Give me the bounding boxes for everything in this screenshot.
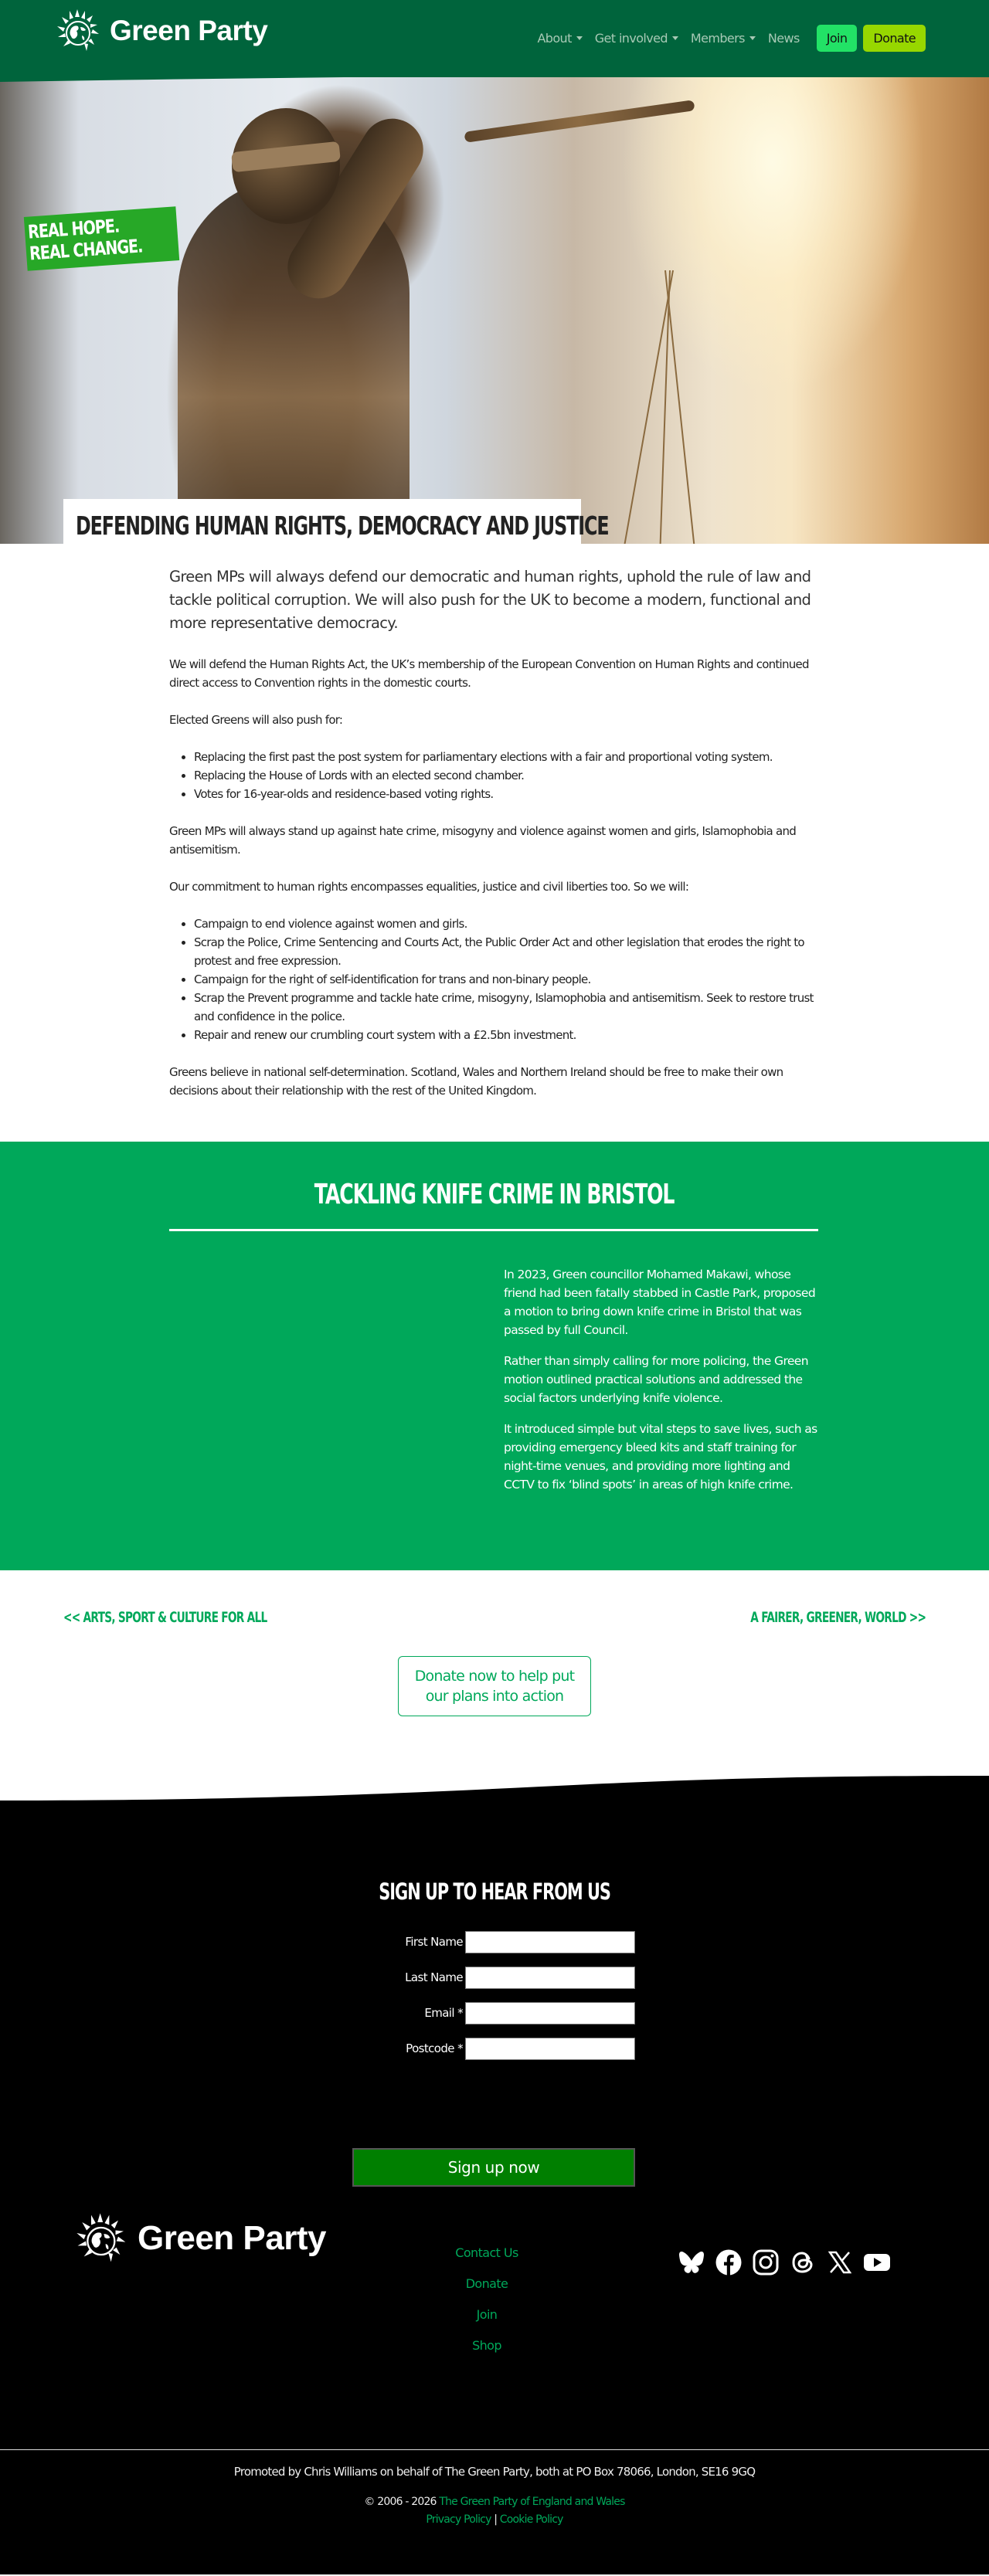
cookie-policy-link[interactable]: Cookie Policy <box>499 2513 563 2526</box>
email-row <box>340 2001 649 2024</box>
main-nav <box>531 25 926 52</box>
footer-links <box>433 2245 541 2369</box>
policy-pager <box>0 1570 989 1787</box>
case-study-paragraph: In 2023, Green councillor Mohamed Makawi, whose friend had been fatally stabbed in Castle Park, proposed a motion to bring down knife crime in Bristol that was passed by full Council. <box>504 1268 816 1337</box>
green-party-logo-icon <box>54 8 104 54</box>
hero-scale-chain <box>664 270 700 544</box>
postcode-input[interactable] <box>465 2038 635 2060</box>
footer-link-contact[interactable]: Contact Us <box>455 2245 518 2260</box>
footer-brand-name: Green Party <box>138 2219 326 2257</box>
last-name-input[interactable] <box>465 1967 635 1989</box>
hero-scale-beam <box>464 100 695 143</box>
list-item: • Replacing the first past the post system for parliamentary elections with a fair and proportional voting system. <box>194 748 818 766</box>
caret-down-icon <box>672 36 678 40</box>
green-party-logo-icon <box>73 2211 131 2265</box>
tagline-line-2: REAL CHANGE. <box>29 235 144 265</box>
case-study-text <box>504 1265 821 1506</box>
case-study-paragraph: Rather than simply calling for more policing, the Green motion outlined practical solutions and addressed the social factors underlying knife violence. <box>504 1354 808 1405</box>
policy-list-rights <box>194 915 818 1044</box>
hero-title-box <box>63 499 609 544</box>
list-item: • Scrap the Prevent programme and tackle hate crime, misogyny, Islamophobia and antisemitism. Seek to restore trust and confidence in the police. <box>194 989 818 1026</box>
nav-news[interactable] <box>762 25 806 52</box>
case-study-title-text: TACKLING KNIFE CRIME IN BRISTOL <box>314 1179 675 1210</box>
policy-separator: | <box>494 2513 498 2526</box>
case-study-title <box>0 1179 989 1210</box>
case-study-section <box>0 1142 989 1570</box>
hero-tagline-badge <box>24 206 179 271</box>
signup-submit-button[interactable]: Sign up now <box>352 2148 635 2187</box>
copyright-org-link[interactable]: The Green Party of England and Wales <box>439 2496 625 2508</box>
article-paragraph: We will defend the Human Rights Act, the UK’s membership of the European Convention on Human Rights and continued direct access to Convention rights in the domestic courts. <box>169 657 809 690</box>
footer-logo-link[interactable] <box>73 2211 326 2265</box>
footer-divider <box>0 2449 989 2450</box>
footer-link-join[interactable]: Join <box>476 2307 498 2322</box>
nav-get-involved-label: Get involved <box>594 31 668 46</box>
imprint-text: Promoted by Chris Williams on behalf of The Green Party, both at PO Box 78066, London, SE16 9GQ <box>233 2465 756 2479</box>
previous-policy-link[interactable] <box>63 1609 346 1626</box>
threads-icon[interactable] <box>789 2248 817 2276</box>
privacy-policy-link[interactable]: Privacy Policy <box>426 2513 491 2526</box>
youtube-icon[interactable] <box>863 2248 891 2276</box>
article-paragraph: Elected Greens will also push for: <box>169 713 343 727</box>
list-item: • Votes for 16-year-olds and residence-based voting rights. <box>194 785 818 803</box>
email-label: Email * <box>424 2006 463 2020</box>
case-study-paragraph: It introduced simple but vital steps to save lives, such as providing emergency bleed kits and staff training for night-time venues, and providing more lighting and CCTV to fix ‘blind spots’ in areas of high knife crime. <box>504 1422 817 1492</box>
donate-button[interactable]: Donate <box>863 25 926 52</box>
nav-about-label: About <box>537 31 572 46</box>
postcode-row <box>340 2037 649 2060</box>
copyright-years: © 2006 - 2026 <box>364 2496 437 2508</box>
social-links <box>678 2248 891 2276</box>
page-title: DEFENDING HUMAN RIGHTS, DEMOCRACY AND JUSTICE <box>76 511 609 541</box>
site-footer <box>0 1802 989 2574</box>
bluesky-icon[interactable] <box>678 2248 705 2276</box>
previous-policy-label: << ARTS, SPORT & CULTURE FOR ALL <box>63 1609 267 1626</box>
first-name-row <box>340 1930 649 1953</box>
hero-banner <box>0 62 989 544</box>
signup-title-text: SIGN UP TO HEAR FROM US <box>379 1879 610 1905</box>
email-input[interactable] <box>465 2002 635 2024</box>
first-name-input[interactable] <box>465 1931 635 1953</box>
donate-cta-button[interactable]: Donate now to help put our plans into action <box>398 1656 591 1716</box>
list-item: • Replacing the House of Lords with an elected second chamber. <box>194 766 818 785</box>
brand-name: Green Party <box>110 15 268 46</box>
list-item: • Repair and renew our crumbling court system with a £2.5bn investment. <box>194 1026 818 1044</box>
signup-title <box>0 1879 989 1905</box>
next-policy-link[interactable] <box>682 1609 926 1626</box>
nav-news-label: News <box>767 31 800 46</box>
footer-link-shop[interactable]: Shop <box>472 2338 501 2353</box>
case-study-divider <box>169 1229 818 1231</box>
nav-about[interactable] <box>531 25 588 52</box>
copyright <box>0 2496 989 2508</box>
facebook-icon[interactable] <box>715 2248 743 2276</box>
join-button[interactable]: Join <box>817 25 858 52</box>
brand-logo-link[interactable] <box>54 8 267 54</box>
article-paragraph: Green MPs will always stand up against hate crime, misogyny and violence against women and girls, Islamophobia and antisemitism. <box>169 824 796 857</box>
last-name-label: Last Name <box>405 1970 463 1984</box>
list-item: • Scrap the Police, Crime Sentencing and Courts Act, the Public Order Act and other legislation that erodes the right to protest and free expression. <box>194 933 818 970</box>
article-lead: Green MPs will always defend our democratic and human rights, uphold the rule of law and tackle political corruption. We will also push for the UK to become a modern, functional and more representative democracy. <box>169 568 811 632</box>
list-item: • Campaign for the right of self-identification for trans and non-binary people. <box>194 970 818 989</box>
nav-members[interactable] <box>685 25 762 52</box>
list-item: • Campaign to end violence against women and girls. <box>194 915 818 933</box>
policy-list-voting <box>194 748 818 803</box>
postcode-label: Postcode * <box>406 2041 463 2055</box>
tagline-line-1: REAL HOPE. <box>27 215 121 243</box>
x-icon[interactable] <box>826 2248 854 2276</box>
next-policy-label: A FAIRER, GREENER, WORLD >> <box>749 1609 926 1626</box>
instagram-icon[interactable] <box>752 2248 780 2276</box>
caret-down-icon <box>576 36 583 40</box>
article-paragraph: Greens believe in national self-determination. Scotland, Wales and Northern Ireland should be free to make their own decisions about their relationship with the rest of the United Kingdom. <box>169 1065 783 1098</box>
article-body <box>0 544 989 1142</box>
first-name-label: First Name <box>405 1935 463 1949</box>
header-wave-divider <box>0 60 989 83</box>
footer-link-donate[interactable]: Donate <box>465 2276 508 2291</box>
caret-down-icon <box>749 36 756 40</box>
article-paragraph: Our commitment to human rights encompasses equalities, justice and civil liberties too. So we will: <box>169 880 689 894</box>
last-name-row <box>340 1966 649 1989</box>
nav-members-label: Members <box>690 31 745 46</box>
nav-get-involved[interactable] <box>589 25 685 52</box>
policy-links <box>0 2513 989 2526</box>
